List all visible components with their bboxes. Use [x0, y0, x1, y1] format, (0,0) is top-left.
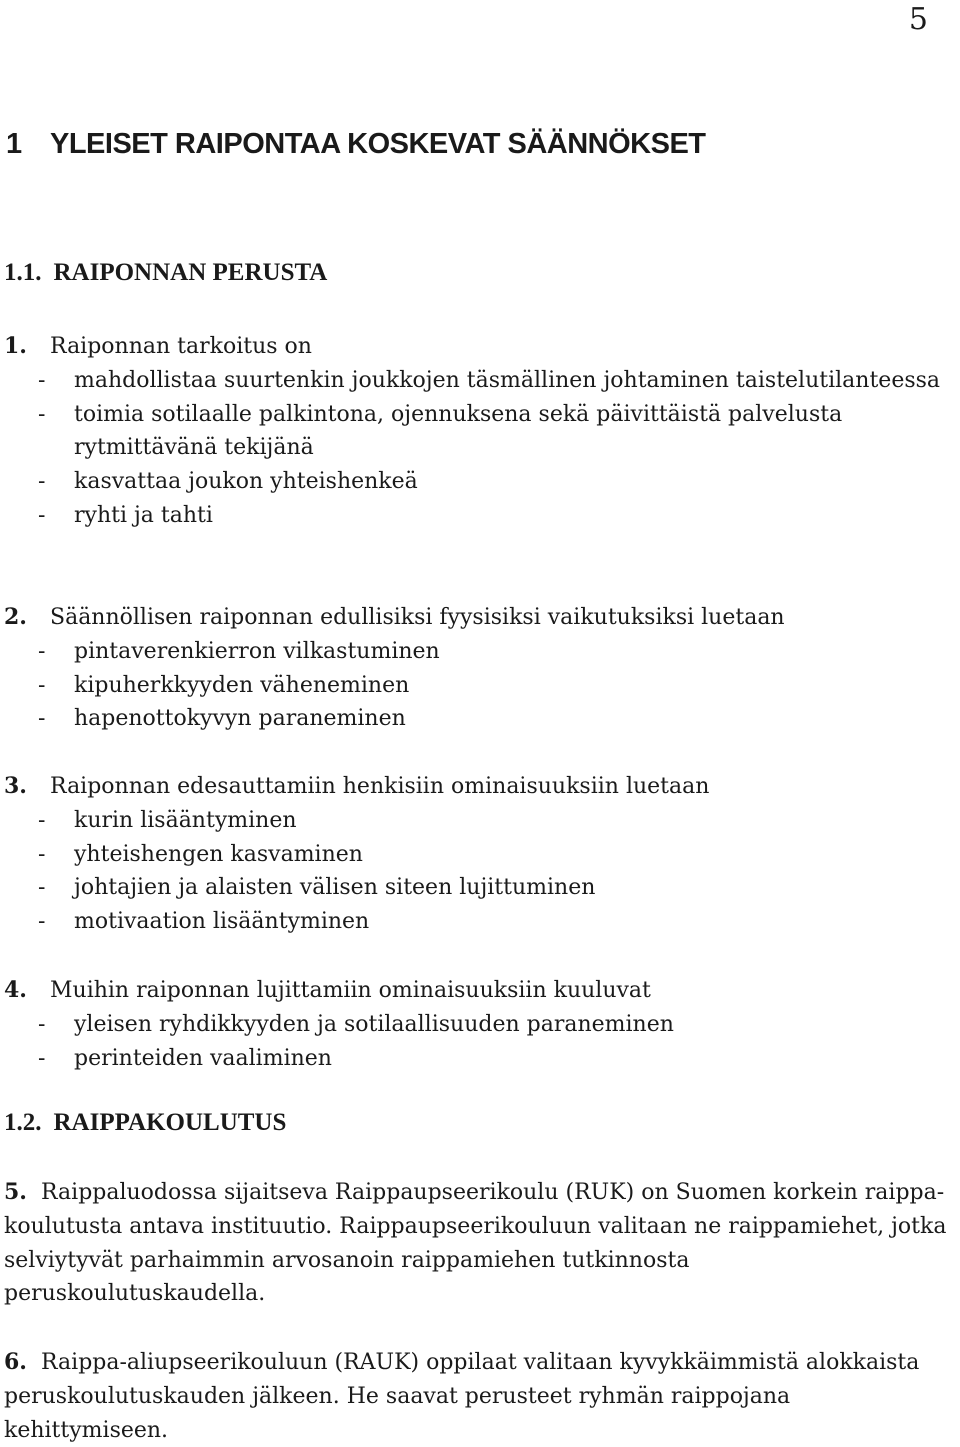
item-number: 2. [4, 604, 27, 630]
list-item-2 [4, 601, 954, 736]
item-number: 1. [4, 333, 27, 359]
section-heading-1-1 [4, 256, 327, 290]
bullet-item: - pintaverenkierron vilkastuminen [38, 638, 440, 664]
bullet-item: - yleisen ryhdikkyyden ja sotilaallisuuden paraneminen [38, 1011, 674, 1037]
list-item-1 [4, 330, 954, 533]
bullet-item: - kipuherkkyyden väheneminen [38, 672, 410, 698]
item-lead: Muihin raiponnan lujittamiin ominaisuuksiin kuuluvat [50, 978, 651, 1003]
section-number: 1.1. [4, 259, 42, 286]
paragraph-text: Raippa-aliupseerikouluun (RAUK) oppilaat valitaan kyvykkäimmistä alokkaista peruskoulutuskauden jälkeen. He saavat perusteet ryhmän raippojana kehittymiseen. [4, 1350, 920, 1443]
list-item-4 [4, 974, 954, 1075]
paragraph-item-6 [4, 1346, 954, 1447]
chapter-title: YLEISET RAIPONTAA KOSKEVAT SÄÄNNÖKSET [50, 128, 706, 160]
item-number: 5. [4, 1179, 27, 1205]
bullet-item: - motivaation lisääntyminen [38, 909, 370, 935]
section-heading-1-2 [4, 1106, 286, 1140]
bullet-item: - perinteiden vaaliminen [38, 1045, 332, 1071]
paragraph-item-5 [4, 1176, 954, 1311]
bullet-item: - kasvattaa joukon yhteishenkeä [38, 469, 418, 495]
section-number: 1.2. [4, 1109, 42, 1136]
chapter-heading [6, 120, 766, 168]
paragraph-text: Raippaluodossa sijaitseva Raippaupseerikoulu (RUK) on Suomen korkein raippa-koulutusta antava instituutio. Raippaupseerikouluun valitaan ne raippamiehet, jotka selviytyvät parhaimmin arvosanoin raippamiehen tutkinnosta peruskoulutuskaudella. [4, 1180, 947, 1307]
bullet-item: - kurin lisääntyminen [38, 807, 297, 833]
item-number: 3. [4, 773, 27, 799]
item-number: 4. [4, 977, 27, 1003]
page-number: 5 [908, 2, 928, 37]
bullet-item: - yhteishengen kasvaminen [38, 841, 363, 867]
bullet-item: - toimia sotilaalle palkintona, ojennuksena sekä päivittäistä palvelusta rytmittävänä tekijänä [38, 401, 843, 461]
chapter-number: 1 [6, 128, 22, 160]
item-number: 6. [4, 1349, 27, 1375]
item-lead: Raiponnan edesauttamiin henkisiin ominaisuuksiin luetaan [50, 774, 710, 799]
section-title: RAIPPAKOULUTUS [53, 1109, 287, 1136]
bullet-item: - johtajien ja alaisten välisen siteen lujittuminen [38, 875, 596, 901]
bullet-item: - ryhti ja tahti [38, 502, 213, 528]
list-item-3 [4, 770, 954, 939]
item-lead: Säännöllisen raiponnan edullisiksi fyysisiksi vaikutuksiksi luetaan [50, 605, 785, 630]
bullet-item: - mahdollistaa suurtenkin joukkojen täsmällinen johtaminen taistelutilanteessa [38, 367, 941, 393]
bullet-item: - hapenottokyvyn paraneminen [38, 706, 406, 732]
item-lead: Raiponnan tarkoitus on [50, 334, 312, 359]
section-title: RAIPONNAN PERUSTA [53, 259, 328, 286]
